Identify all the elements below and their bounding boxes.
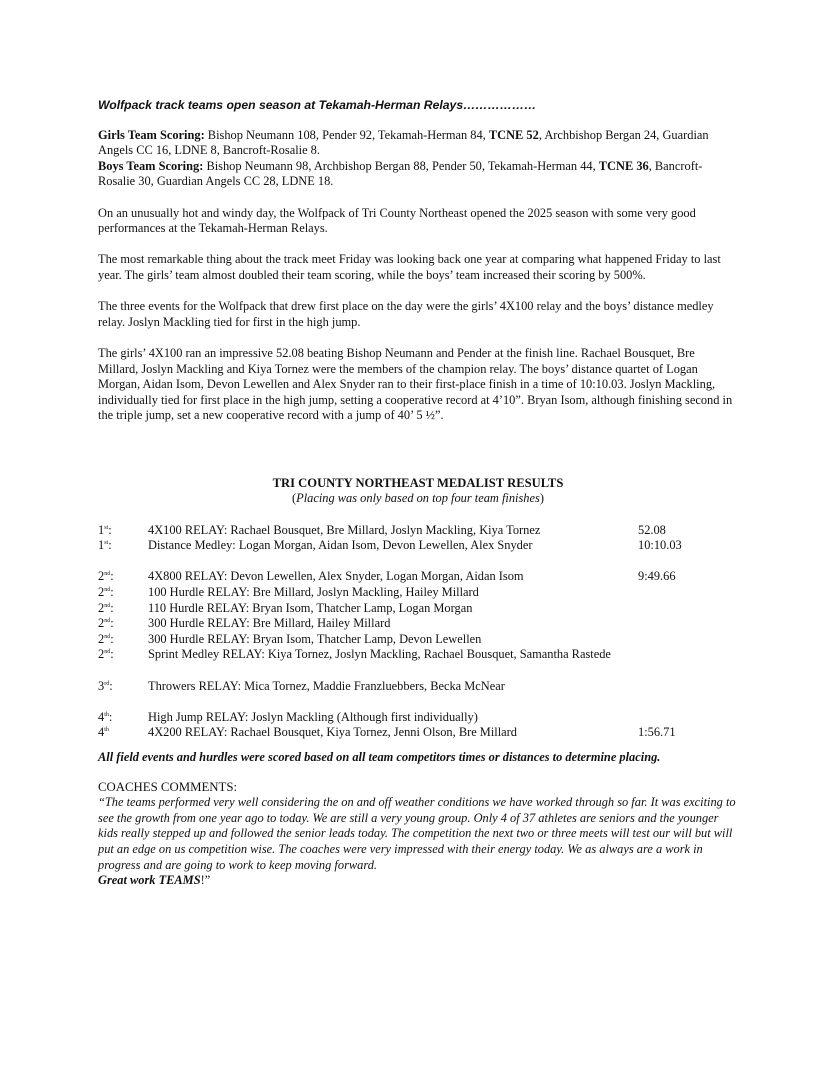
place-number: 4 (98, 725, 105, 740)
place-colon: : (108, 522, 112, 537)
medalist-row (98, 538, 738, 554)
paragraph-first-places: The three events for the Wolfpack that drew first place on the day were the girls’ 4X100 relay and the boys’ distance medley relay. Joslyn Mackling tied for first in the high jump. (98, 299, 714, 329)
subtitle-text: Placing was only based on top four team finishes (296, 491, 540, 506)
medalist-row (98, 523, 738, 539)
boys-team-scoring (98, 159, 738, 190)
place-number: 4 (98, 709, 105, 724)
boys-scoring-text-a: Bishop Neumann 98, Archbishop Bergan 88, Pender 50, Tekamah-Herman 44, (203, 158, 599, 173)
medalist-event: Sprint Medley RELAY: Kiya Tornez, Joslyn Mackling, Rachael Bousquet, Samantha Rastede (148, 647, 611, 662)
place-colon: : (110, 600, 114, 615)
boys-scoring-label: Boys Team Scoring: (98, 158, 204, 173)
subtitle-open-paren: ( (292, 491, 297, 506)
girls-scoring-label: Girls Team Scoring: (98, 127, 205, 142)
place-label (98, 632, 148, 648)
medalist-event: High Jump RELAY: Joslyn Mackling (Although first individually) (148, 709, 478, 724)
place-colon: : (110, 631, 114, 646)
medalist-event: 4X200 RELAY: Rachael Bousquet, Kiya Tornez, Jenni Olson, Bre Millard (148, 725, 517, 740)
girls-scoring-text-b: , Archbishop Bergan 24, Guardian Angels CC 16, LDNE 8, Bancroft-Rosalie 8. (98, 127, 709, 158)
place-label (98, 616, 148, 632)
medalist-row (98, 569, 738, 585)
place-number: 1 (98, 538, 105, 553)
medalist-row (98, 601, 738, 617)
place-ordinal: nd (104, 571, 111, 578)
place-number: 2 (98, 585, 105, 600)
place-ordinal: nd (104, 586, 111, 593)
place-colon: : (108, 538, 112, 553)
place-ordinal: nd (104, 649, 111, 656)
place-colon: : (109, 678, 113, 693)
coaches-closing-mark: !” (200, 873, 211, 888)
place-ordinal: nd (104, 602, 111, 609)
medalist-time: 10:10.03 (638, 538, 682, 553)
medalist-list (98, 523, 738, 741)
medalist-event: 4X800 RELAY: Devon Lewellen, Alex Snyder, Logan Morgan, Aidan Isom (148, 569, 524, 584)
place-ordinal: nd (104, 618, 111, 625)
coaches-closing-text: Great work TEAMS (98, 873, 201, 888)
field-events-note: All field events and hurdles were scored based on all team competitors times or distances to determine placing. (98, 749, 661, 764)
coaches-closing (98, 873, 738, 889)
girls-team-scoring (98, 128, 738, 159)
medalist-time: 1:56.71 (638, 725, 676, 740)
place-label (98, 538, 148, 554)
place-ordinal: th (104, 727, 109, 734)
boys-scoring-text-b: , Bancroft-Rosalie 30, Guardian Angels CC 28, LDNE 18. (98, 158, 703, 189)
paragraph-intro: On an unusually hot and windy day, the Wolfpack of Tri County Northeast opened the 2025 season with some very good performances at the Tekamah-Herman Relays. (98, 205, 696, 236)
place-label (98, 679, 148, 695)
place-number: 1 (98, 522, 105, 537)
medalist-event: 300 Hurdle RELAY: Bre Millard, Hailey Millard (148, 616, 391, 631)
medalist-event: Distance Medley: Logan Morgan, Aidan Isom, Devon Lewellen, Alex Snyder (148, 538, 533, 553)
medalist-row (98, 679, 738, 695)
place-colon: : (110, 569, 114, 584)
place-label (98, 725, 148, 741)
coaches-quote: “The teams performed very well considering the on and off weather conditions we have worked through so far. It was exciting to see the growth from one year ago to today. We are still a very young group. Only 4 of 37 athletes are seniors and the younger kids really stepped up and followed the senior leads today. The competition the next two or three meets will test our will but will put an edge on us competition wise. The coaches were very impressed with their energy today. We as always are a work in progress and are going to work to keep moving forward. (98, 795, 736, 872)
place-number: 2 (98, 647, 105, 662)
medalist-event: 300 Hurdle RELAY: Bryan Isom, Thatcher Lamp, Devon Lewellen (148, 631, 482, 646)
place-label (98, 569, 148, 585)
place-ordinal: th (104, 711, 109, 718)
medalist-title: TRI COUNTY NORTHEAST MEDALIST RESULTS (272, 475, 564, 490)
place-colon: : (110, 585, 114, 600)
place-ordinal: rd (104, 680, 110, 687)
paragraph-details: The girls’ 4X100 ran an impressive 52.08 beating Bishop Neumann and Pender at the finish line. Rachael Bousquet, Bre Millard, Joslyn Mackling and Kiya Tornez were the members of the champion relay. The boys’ distance quartet of Logan Morgan, Aidan Isom, Devon Lewellen and Alex Snyder ran to their first-place finish in a time of 10:10.03. Joslyn Mackling, individually tied for first place in the high jump, setting a cooperative record at 4’10”. Bryan Isom, although finishing second in the triple jump, set a new cooperative record with a jump of 40’ 5 ½”. (98, 345, 733, 423)
document-page (98, 98, 738, 889)
paragraph-comparison: The most remarkable thing about the track meet Friday was looking back one year at comparing what happened Friday to last year. The girls’ team almost doubled their team scoring, while the boys’ team increased their scoring by 500%. (98, 252, 721, 282)
place-number: 3 (98, 678, 105, 693)
medalist-row (98, 725, 738, 741)
medalist-row (98, 647, 738, 663)
place-colon: : (110, 616, 114, 631)
place-ordinal: nd (104, 633, 111, 640)
medalist-time: 52.08 (638, 522, 666, 537)
article-headline: Wolfpack track teams open season at Tekamah-Herman Relays……………… (98, 98, 537, 112)
place-label (98, 601, 148, 617)
medalist-event: Throwers RELAY: Mica Tornez, Maddie Franzluebbers, Becka McNear (148, 678, 505, 693)
medalist-row (98, 616, 738, 632)
place-ordinal: st (104, 524, 109, 531)
coaches-comments-heading: COACHES COMMENTS: (98, 779, 238, 794)
girls-scoring-text-a: Bishop Neumann 108, Pender 92, Tekamah-Herman 84, (204, 127, 489, 142)
medalist-row (98, 585, 738, 601)
medalist-subtitle (98, 491, 738, 507)
medalist-event: 100 Hurdle RELAY: Bre Millard, Joslyn Mackling, Hailey Millard (148, 585, 479, 600)
medalist-row (98, 710, 738, 726)
medalist-row (98, 632, 738, 648)
place-number: 2 (98, 631, 105, 646)
girls-tcne-score: TCNE 52 (488, 127, 539, 142)
place-label (98, 585, 148, 601)
medalist-event: 110 Hurdle RELAY: Bryan Isom, Thatcher Lamp, Logan Morgan (148, 600, 473, 615)
subtitle-close-paren: ) (539, 491, 544, 506)
place-colon: : (108, 709, 113, 724)
place-label (98, 647, 148, 663)
medalist-time: 9:49.66 (638, 569, 676, 584)
medalist-event: 4X100 RELAY: Rachael Bousquet, Bre Millard, Joslyn Mackling, Kiya Tornez (148, 522, 541, 537)
place-label (98, 710, 148, 726)
boys-tcne-score: TCNE 36 (598, 158, 649, 173)
place-number: 2 (98, 616, 105, 631)
place-ordinal: st (104, 540, 109, 547)
place-label (98, 523, 148, 539)
place-number: 2 (98, 569, 105, 584)
place-number: 2 (98, 600, 105, 615)
place-colon: : (110, 647, 114, 662)
